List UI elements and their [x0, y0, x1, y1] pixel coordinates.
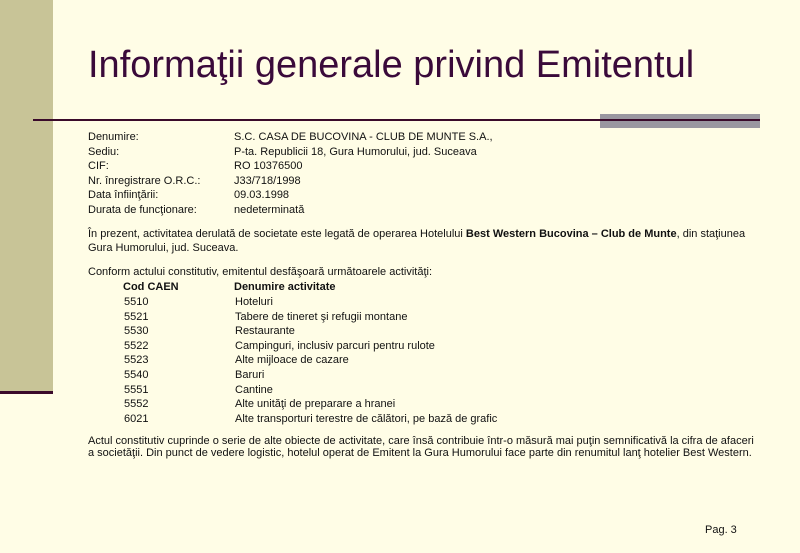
caen-row [88, 368, 758, 383]
slide-content [88, 130, 758, 460]
activities-intro: Conform actului constitutiv, emitentul desfăşoară următoarele activităţi: [88, 265, 433, 278]
decorative-left-bar [0, 0, 53, 393]
info-label: Nr. înregistrare O.R.C.: [88, 174, 201, 187]
caen-code: 5522 [124, 339, 149, 352]
caen-code: 5521 [124, 310, 149, 323]
info-row [88, 145, 758, 160]
caen-desc: Hoteluri [235, 295, 273, 308]
info-value: nedeterminată [234, 203, 305, 216]
caen-desc: Restaurante [235, 325, 295, 338]
caen-row [88, 412, 758, 427]
info-row [88, 188, 758, 203]
page-title: Informaţii generale privind Emitentul [88, 44, 695, 86]
caen-desc: Baruri [235, 368, 265, 381]
info-row [88, 130, 758, 145]
caen-table [88, 280, 758, 426]
caen-code: 5530 [124, 325, 149, 338]
info-row [88, 203, 758, 218]
info-value: S.C. CASA DE BUCOVINA - CLUB DE MUNTE S.A., [234, 131, 493, 143]
closing-paragraph: Actul constitutiv cuprinde o serie de alte obiecte de activitate, care însă contribuie într-o măsură mai puţin semnificativă la cifra de afaceri a societăţii. Din punct de vedere logistic, hotelul operat de Emitent la Gura Humorului face parte din renumitul lanţ hotelier Best Western. [88, 435, 754, 460]
caen-code: 6021 [124, 412, 149, 425]
caen-row [88, 295, 758, 310]
caen-code: 5510 [124, 295, 149, 308]
caen-row [88, 397, 758, 412]
page-number: Pag. 3 [705, 524, 737, 536]
caen-desc: Cantine [235, 383, 273, 396]
caen-row [88, 339, 758, 354]
intro-text: În prezent, activitatea derulată de societate este legată de operarea Hotelului [88, 227, 466, 240]
caen-desc: Campinguri, inclusiv parcuri pentru rulote [235, 339, 435, 352]
caen-code-header: Cod CAEN [123, 281, 179, 294]
caen-row [88, 353, 758, 368]
info-value: RO 10376500 [234, 160, 303, 173]
caen-row [88, 324, 758, 339]
caen-code: 5552 [124, 398, 149, 411]
info-label: Durata de funcţionare: [88, 203, 197, 216]
caen-desc: Alte unităţi de preparare a hranei [235, 398, 396, 411]
info-value: 09.03.1998 [234, 189, 290, 202]
info-row [88, 174, 758, 189]
caen-header-row [88, 280, 758, 295]
caen-desc-header: Denumire activitate [234, 281, 336, 294]
caen-code: 5540 [124, 368, 149, 381]
info-value: J33/718/1998 [234, 174, 301, 187]
info-label: Sediu: [88, 145, 120, 158]
caen-row [88, 310, 758, 325]
caen-code: 5551 [124, 383, 149, 396]
caen-desc: Alte mijloace de cazare [235, 354, 349, 367]
decorative-left-bar-line [0, 391, 53, 394]
info-row [88, 159, 758, 174]
info-label: CIF: [88, 160, 109, 173]
intro-text-end: , din staţiunea Gura Humorului, jud. Suceava. [88, 227, 746, 255]
divider-accent-line [600, 119, 760, 121]
info-label: Data înfiinţării: [88, 189, 159, 202]
divider-accent-block [600, 114, 760, 128]
caen-desc: Tabere de tineret şi refugii montane [235, 310, 408, 323]
caen-code: 5523 [124, 354, 149, 367]
hotel-name: Best Western Bucovina – Club de Munte [465, 227, 677, 240]
info-value: P-ta. Republicii 18, Gura Humorului, jud. Suceava [234, 145, 477, 158]
caen-row [88, 383, 758, 398]
caen-desc: Alte transporturi terestre de călători, pe bază de grafic [235, 412, 498, 425]
company-info-table [88, 130, 758, 218]
info-label: Denumire: [88, 131, 139, 143]
intro-paragraph [88, 227, 758, 256]
